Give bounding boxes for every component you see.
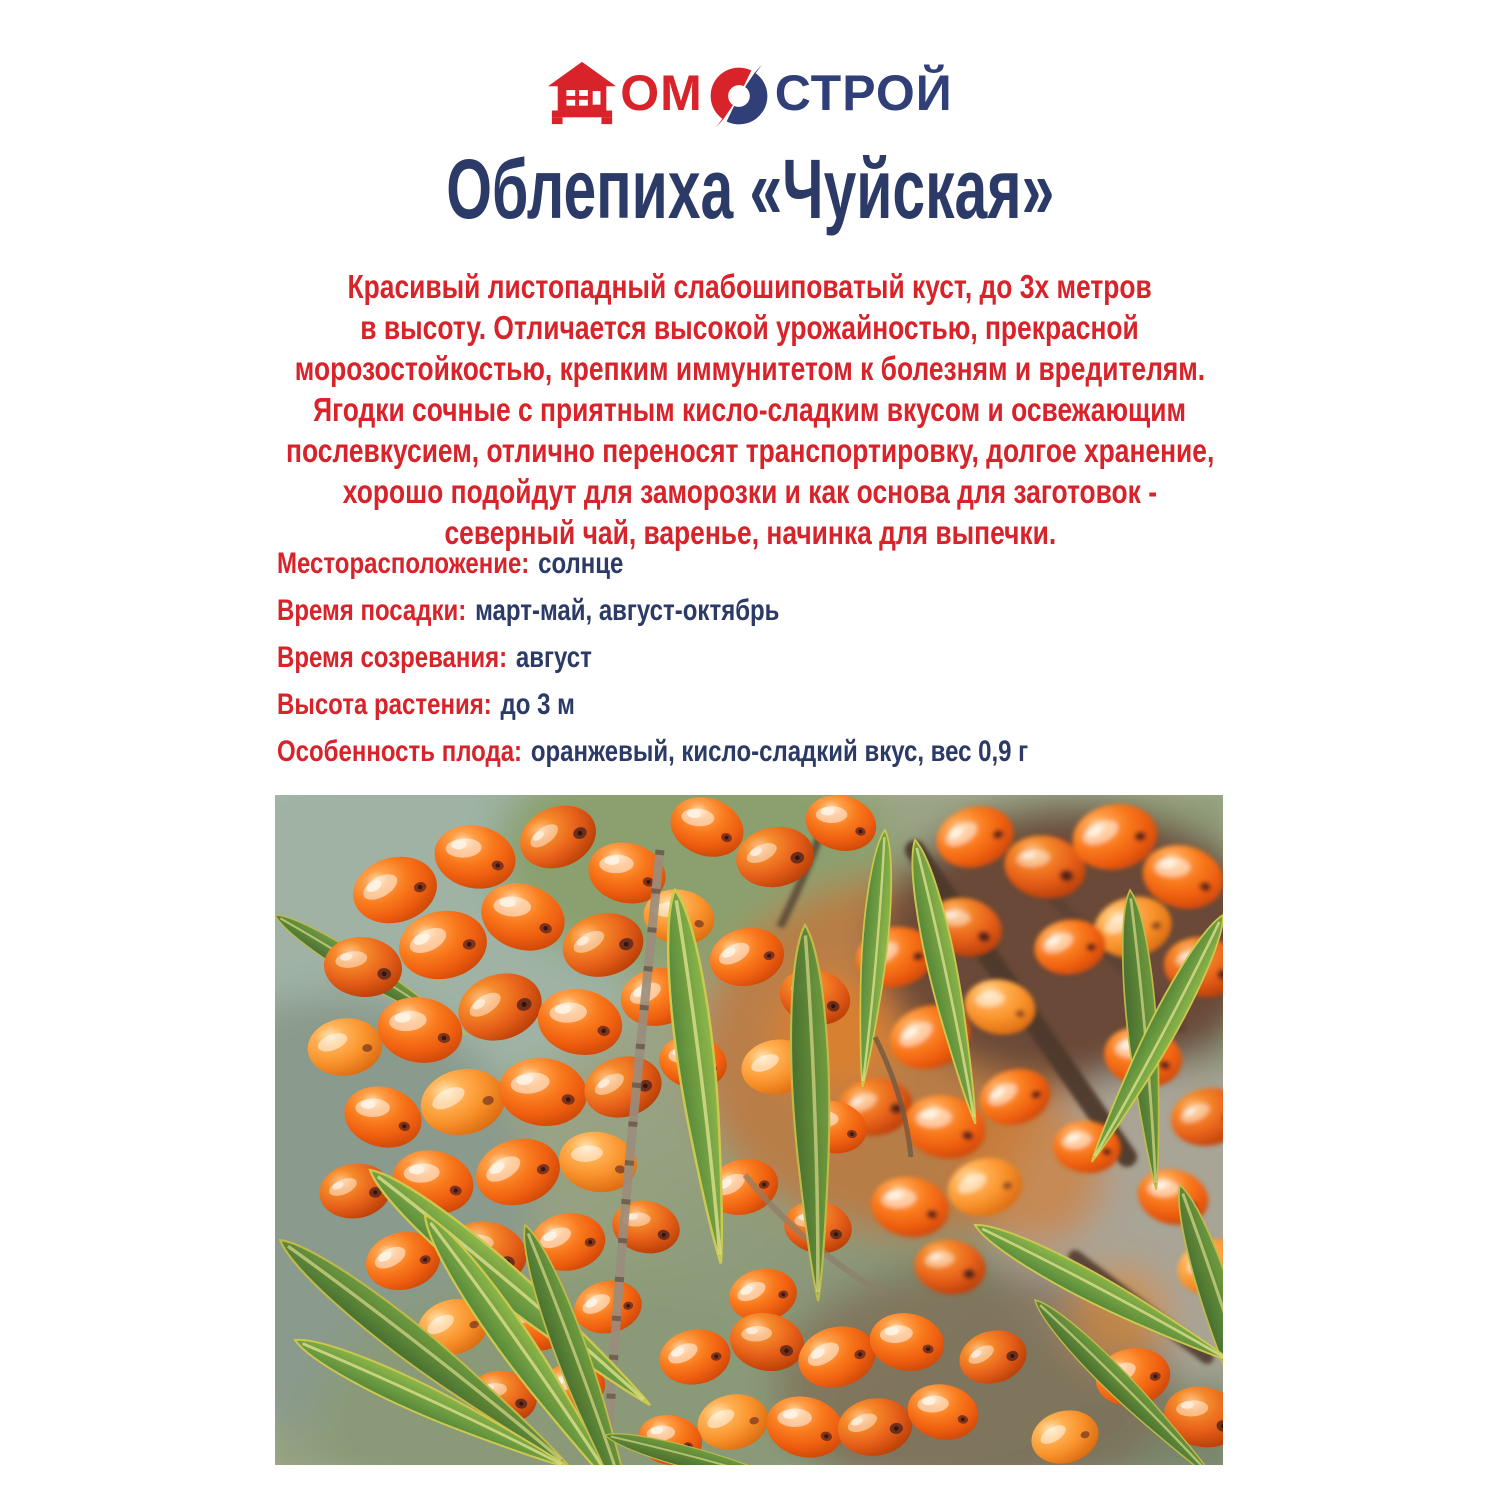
spec-label: Особенность плода: bbox=[277, 735, 523, 768]
logo-text-right: СТРОЙ bbox=[774, 65, 953, 121]
spec-label: Время посадки: bbox=[277, 594, 467, 627]
description-line: северный чай, варенье, начинка для выпечки. bbox=[444, 514, 1056, 551]
description-line: Красивый листопадный слабошиповатый куст, до 3х метров bbox=[347, 268, 1153, 305]
spec-value: март-май, август-октябрь bbox=[475, 594, 780, 627]
spec-row-planting-time bbox=[277, 587, 1028, 634]
product-photo bbox=[275, 795, 1223, 1465]
spec-value: август bbox=[515, 641, 592, 674]
spec-row-fruit-feature bbox=[277, 728, 1028, 775]
description-line: хорошо подойдут для заморозки и как основа для заготовок - bbox=[342, 473, 1158, 510]
spec-value: солнце bbox=[538, 547, 624, 580]
spec-row-plant-height bbox=[277, 681, 1028, 728]
brand-logo bbox=[0, 60, 1500, 126]
spec-label: Высота растения: bbox=[277, 688, 492, 721]
spec-list bbox=[277, 540, 1216, 775]
description-paragraph bbox=[0, 266, 1500, 553]
spec-label: Время созревания: bbox=[277, 641, 508, 674]
circular-arrows-icon bbox=[708, 63, 770, 129]
sea-buckthorn-illustration bbox=[275, 795, 1223, 1465]
spec-label: Месторасположение: bbox=[277, 547, 530, 580]
spec-value: до 3 м bbox=[500, 688, 575, 721]
description-line: морозостойкостью, крепким иммунитетом к болезням и вредителям. bbox=[294, 350, 1206, 387]
spec-row-location bbox=[277, 540, 1028, 587]
description-line: послевкусием, отлично переносят транспортировку, долгое хранение, bbox=[285, 432, 1215, 469]
description-line: в высоту. Отличается высокой урожайностью, прекрасной bbox=[360, 309, 1140, 346]
description-line: Ягодки сочные с приятным кисло-сладким вкусом и освежающим bbox=[313, 391, 1187, 428]
spec-row-ripening-time bbox=[277, 634, 1028, 681]
page-title: Облепиха «Чуйская» bbox=[446, 142, 1054, 236]
logo-text-left: ОМ bbox=[620, 65, 703, 121]
house-icon bbox=[547, 60, 617, 126]
spec-value: оранжевый, кисло-сладкий вкус, вес 0,9 г bbox=[530, 735, 1029, 768]
